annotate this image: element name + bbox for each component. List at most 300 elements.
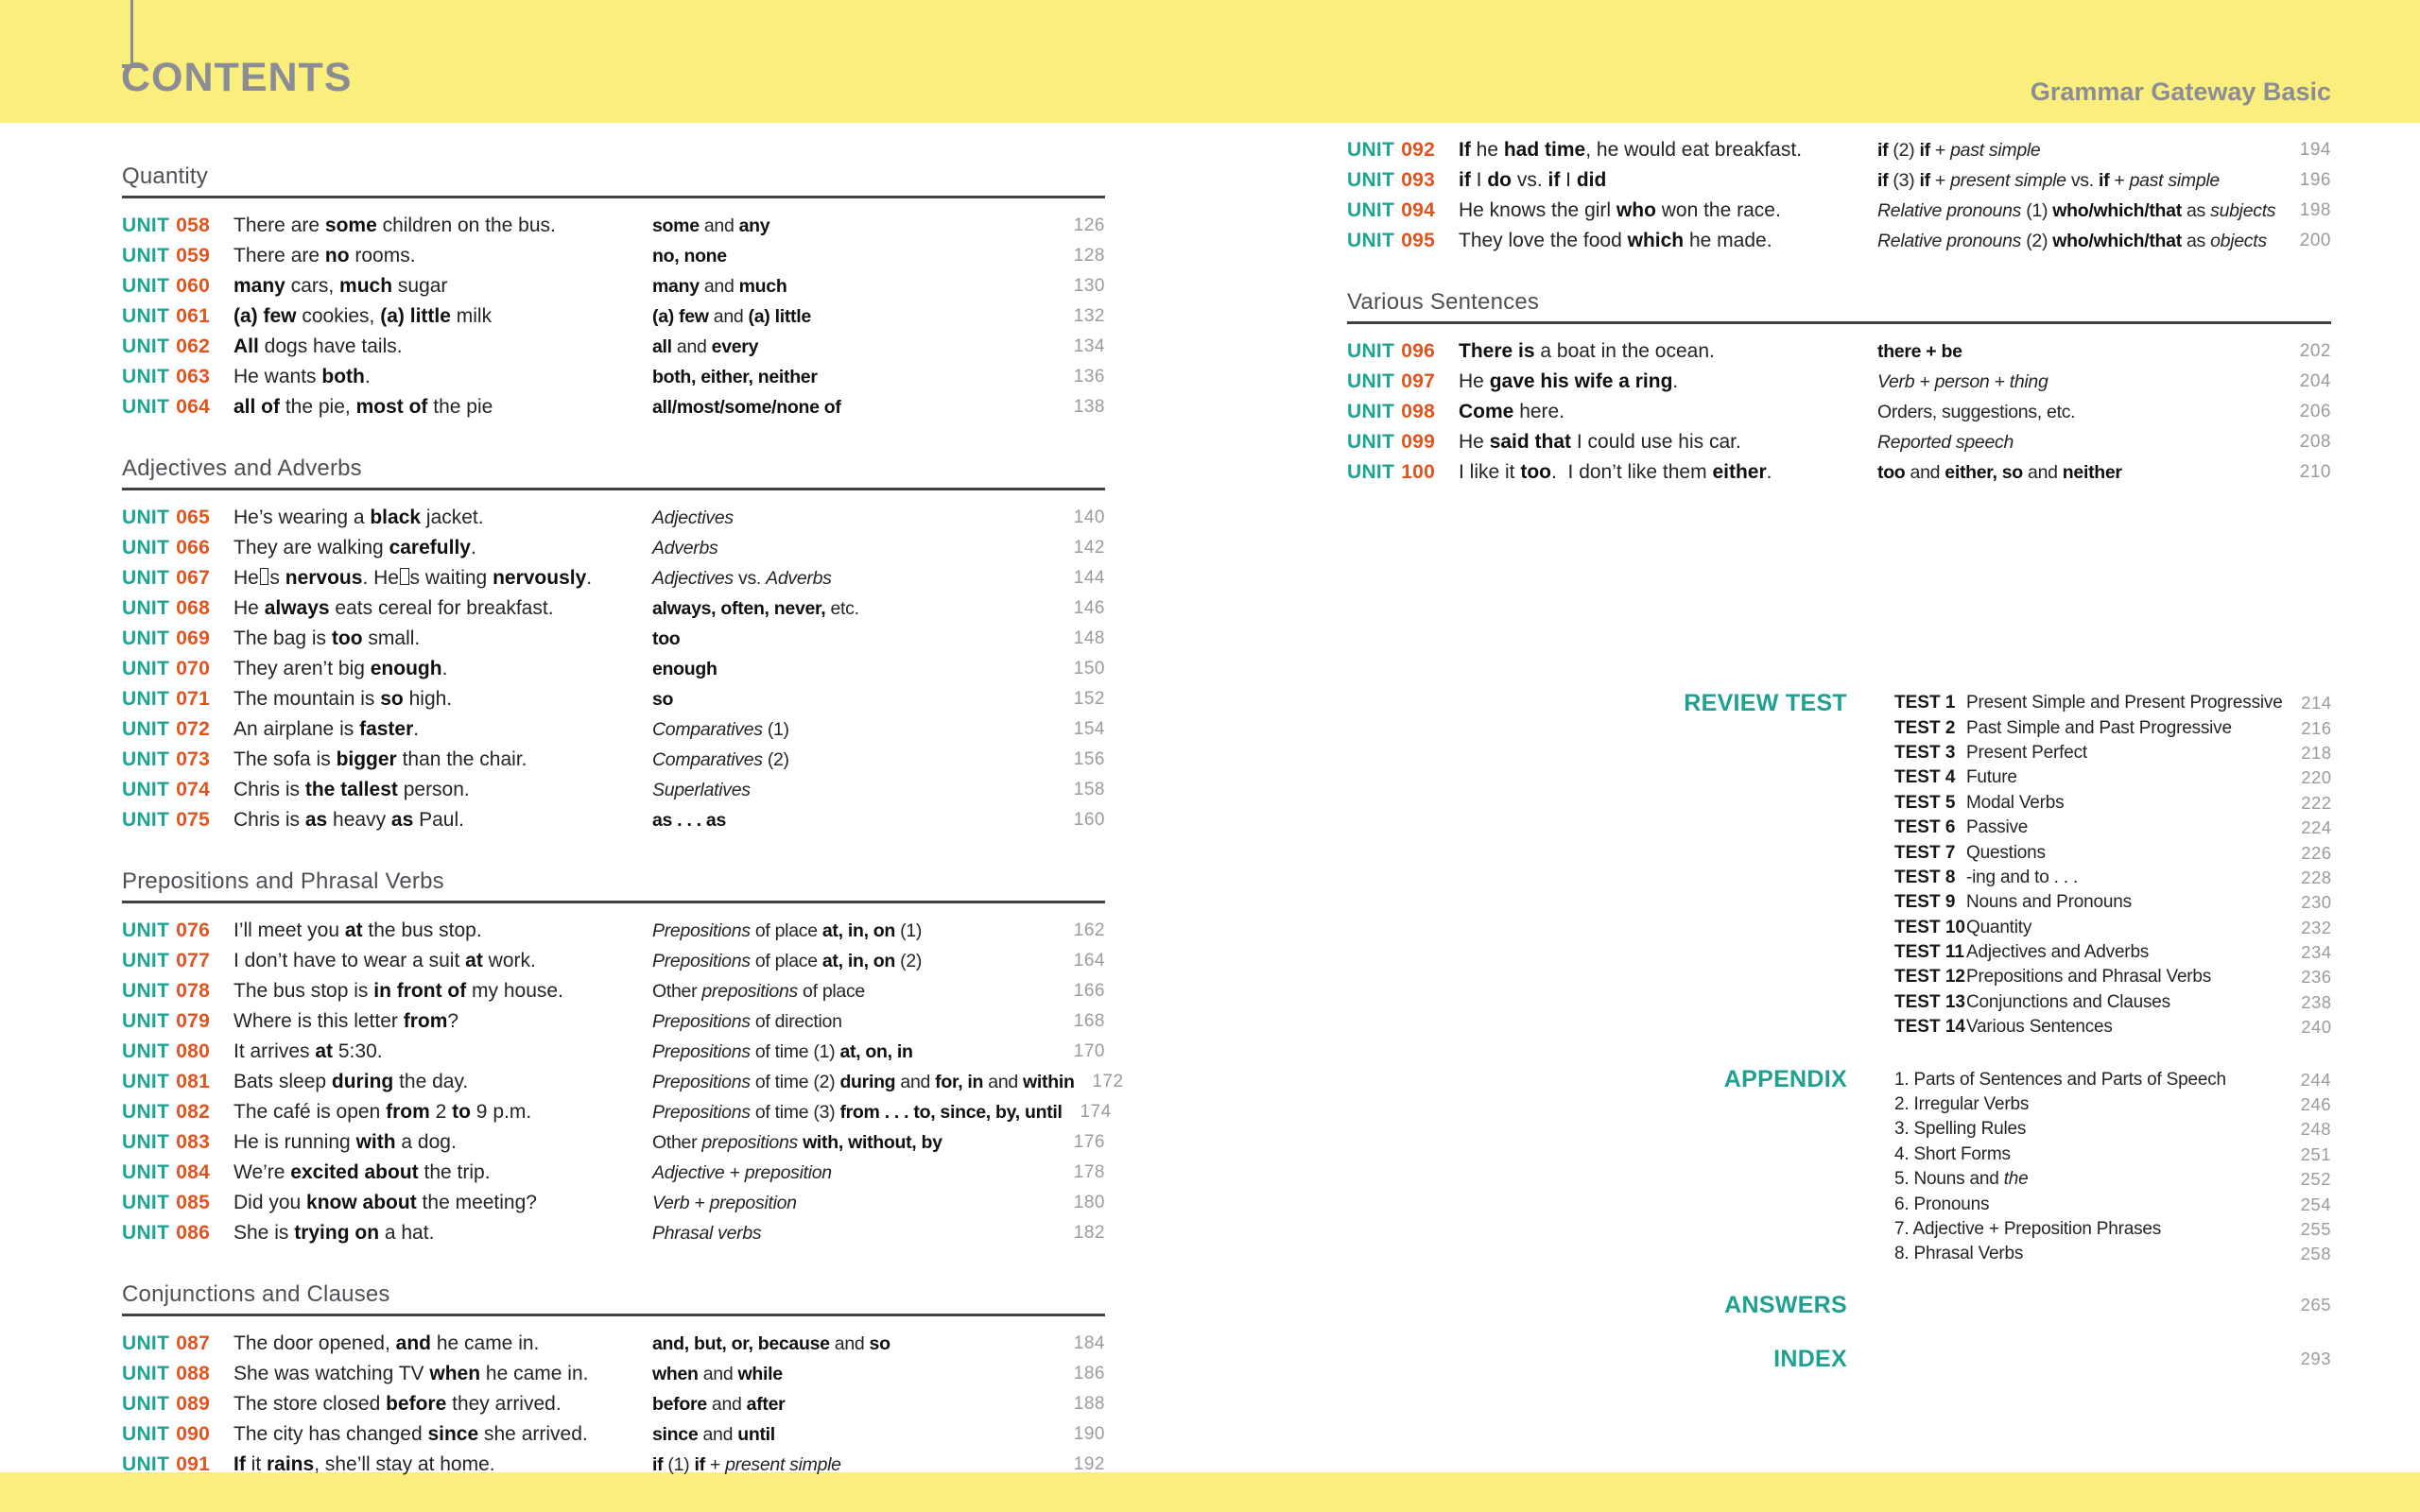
unit-page-number: 164 <box>1073 951 1105 971</box>
appendix-list <box>1894 1067 2331 1266</box>
unit-number: 092 <box>1401 139 1436 161</box>
test-page-number: 214 <box>2301 693 2332 713</box>
unit-word: UNIT <box>122 980 170 1002</box>
unit-label <box>122 627 233 650</box>
unit-word: UNIT <box>122 366 170 387</box>
unit-grammar-topic: if (2) if + past simple <box>1877 139 2041 161</box>
unit-row <box>122 362 1105 392</box>
unit-row <box>1347 226 2331 256</box>
unit-example-sentence: They love the food which he made. <box>1459 230 1772 251</box>
unit-row <box>122 1188 1105 1218</box>
toc-right-column <box>1347 123 2331 1371</box>
unit-row <box>1347 397 2331 427</box>
unit-row <box>122 1158 1105 1188</box>
unit-number: 071 <box>176 688 211 710</box>
unit-page-number: 132 <box>1073 306 1105 326</box>
unit-grammar-topic: enough <box>652 658 717 679</box>
section-rows <box>1347 336 2331 488</box>
unit-row <box>122 946 1105 976</box>
appendix-item-page: 244 <box>2300 1069 2331 1090</box>
unit-row <box>122 1359 1105 1389</box>
unit-example-sentence: The bag is too small. <box>233 627 421 649</box>
test-row <box>1894 765 2332 790</box>
test-page-number: 216 <box>2301 717 2332 738</box>
unit-row <box>1347 196 2331 226</box>
toc-section <box>122 1280 1105 1480</box>
unit-label <box>122 809 233 832</box>
test-label: TEST 1 <box>1894 693 1956 713</box>
unit-label <box>122 1101 233 1124</box>
toc-section <box>122 163 1105 422</box>
test-row <box>1894 1015 2332 1040</box>
unit-label <box>122 779 233 801</box>
test-label: TEST 12 <box>1894 967 1965 988</box>
unit-page-number: 184 <box>1073 1333 1105 1353</box>
unit-grammar-topic: Prepositions of place at, in, on (1) <box>652 919 923 941</box>
unit-word: UNIT <box>122 275 170 297</box>
appendix-item-text: 1. Parts of Sentences and Parts of Speech <box>1894 1069 2226 1090</box>
test-label: TEST 6 <box>1894 817 1956 838</box>
appendix-heading: APPENDIX <box>1723 1066 1847 1093</box>
unit-row <box>122 392 1105 422</box>
unit-label <box>122 718 233 741</box>
unit-word: UNIT <box>122 627 170 649</box>
test-topic: Past Simple and Past Progressive <box>1966 717 2232 738</box>
appendix-item <box>1894 1092 2331 1117</box>
unit-page-number: 152 <box>1073 689 1105 709</box>
unit-word: UNIT <box>122 597 170 619</box>
unit-example-sentence: He said that I could use his car. <box>1459 431 1741 453</box>
unit-page-number: 150 <box>1073 659 1105 679</box>
test-page-number: 220 <box>2301 767 2332 788</box>
unit-row <box>122 593 1105 624</box>
unit-grammar-topic: all and every <box>652 335 759 357</box>
unit-row <box>122 654 1105 684</box>
unit-row <box>122 1127 1105 1158</box>
test-page-number: 240 <box>2301 1017 2332 1038</box>
unit-word: UNIT <box>1347 139 1395 161</box>
unit-label <box>122 950 233 972</box>
unit-example-sentence: He s nervous. He s waiting nervously. <box>233 567 593 589</box>
unit-example-sentence: Chris is the tallest person. <box>233 779 470 800</box>
section-rows <box>122 1329 1105 1480</box>
unit-number: 059 <box>176 245 211 266</box>
appendix-item-page: 255 <box>2300 1219 2331 1239</box>
section-title: Quantity <box>122 163 208 189</box>
section-title: Conjunctions and Clauses <box>122 1281 390 1307</box>
unit-grammar-topic: Other prepositions with, without, by <box>652 1131 942 1153</box>
unit-row <box>122 1097 1112 1127</box>
unit-row <box>122 332 1105 362</box>
unit-number: 074 <box>176 779 211 800</box>
unit-word: UNIT <box>122 215 170 236</box>
appendix-item-page: 248 <box>2300 1119 2331 1140</box>
unit-grammar-topic: Prepositions of place at, in, on (2) <box>652 950 923 971</box>
unit-row <box>122 684 1105 714</box>
appendix-item-page: 258 <box>2300 1244 2331 1264</box>
unit-number: 065 <box>176 507 211 528</box>
test-topic: Present Simple and Present Progressive <box>1966 693 2283 713</box>
unit-number: 081 <box>176 1071 211 1092</box>
section-rows <box>122 211 1105 422</box>
unit-number: 079 <box>176 1010 211 1032</box>
unit-page-number: 188 <box>1073 1394 1105 1414</box>
unit-row <box>122 624 1105 654</box>
unit-number: 070 <box>176 658 211 679</box>
unit-word: UNIT <box>122 779 170 800</box>
unit-number: 073 <box>176 748 211 770</box>
unit-example-sentence: I’ll meet you at the bus stop. <box>233 919 482 941</box>
unit-grammar-topic: Comparatives (2) <box>652 748 789 770</box>
unit-label <box>122 245 233 267</box>
unit-row <box>1347 367 2331 397</box>
unit-page-number: 200 <box>2299 231 2331 250</box>
unit-number: 067 <box>176 567 211 589</box>
answers-page-number: 265 <box>2300 1294 2331 1314</box>
unit-row <box>1347 427 2331 457</box>
unit-word: UNIT <box>122 567 170 589</box>
unit-number: 076 <box>176 919 211 941</box>
test-page-number: 236 <box>2301 967 2332 988</box>
unit-example-sentence: An airplane is faster. <box>233 718 420 740</box>
unit-word: UNIT <box>122 1131 170 1153</box>
unit-page-number: 136 <box>1073 367 1105 387</box>
unit-number: 064 <box>176 396 211 418</box>
answers-row <box>1894 1293 2331 1317</box>
unit-grammar-topic: Prepositions of time (2) during and for, in and within <box>652 1071 1075 1092</box>
unit-label <box>122 597 233 620</box>
test-label: TEST 5 <box>1894 792 1956 813</box>
test-topic: -ing and to . . . <box>1966 867 2079 887</box>
test-label: TEST 8 <box>1894 867 1956 887</box>
unit-word: UNIT <box>122 1192 170 1213</box>
unit-number: 084 <box>176 1161 211 1183</box>
unit-example-sentence: He knows the girl who won the race. <box>1459 199 1781 221</box>
unit-word: UNIT <box>122 396 170 418</box>
toc-section <box>1347 288 2331 488</box>
unit-label <box>122 1071 233 1093</box>
unit-grammar-topic: Verb + preposition <box>652 1192 797 1213</box>
unit-example-sentence: I like it too. I don’t like them either. <box>1459 461 1772 483</box>
unit-number: 095 <box>1401 230 1436 251</box>
unit-word: UNIT <box>122 1393 170 1415</box>
unit-page-number: 148 <box>1073 628 1105 648</box>
review-test-block <box>1347 691 2331 1040</box>
appendix-item <box>1894 1117 2331 1142</box>
unit-page-number: 138 <box>1073 397 1105 417</box>
unit-word: UNIT <box>122 507 170 528</box>
unit-word: UNIT <box>122 919 170 941</box>
unit-number: 093 <box>1401 169 1436 191</box>
section-rule <box>122 901 1105 903</box>
test-page-number: 234 <box>2301 942 2332 963</box>
unit-label <box>122 215 233 237</box>
unit-row <box>1347 336 2331 367</box>
unit-word: UNIT <box>1347 461 1395 483</box>
unit-page-number: 172 <box>1092 1072 1124 1091</box>
unit-label <box>122 748 233 771</box>
appendix-item-text: 3. Spelling Rules <box>1894 1119 2027 1140</box>
test-label: TEST 3 <box>1894 742 1956 763</box>
unit-label <box>1347 401 1459 423</box>
unit-label <box>122 1131 233 1154</box>
unit-row <box>122 1450 1105 1480</box>
unit-label <box>122 567 233 590</box>
unit-number: 094 <box>1401 199 1436 221</box>
test-row <box>1894 840 2332 865</box>
test-row <box>1894 816 2332 840</box>
unit-page-number: 202 <box>2299 341 2331 361</box>
unit-word: UNIT <box>1347 370 1395 392</box>
unit-page-number: 142 <box>1073 538 1105 558</box>
unit-page-number: 154 <box>1073 719 1105 739</box>
unit-label <box>122 335 233 358</box>
test-topic: Present Perfect <box>1966 742 2087 763</box>
unit-grammar-topic: Prepositions of time (1) at, on, in <box>652 1040 913 1062</box>
unit-example-sentence: I don’t have to wear a suit at work. <box>233 950 536 971</box>
unit-row <box>1347 135 2331 165</box>
unit-row <box>122 1419 1105 1450</box>
unit-word: UNIT <box>1347 169 1395 191</box>
unit-word: UNIT <box>122 1040 170 1062</box>
unit-grammar-topic: if (1) if + present simple <box>652 1453 841 1475</box>
unit-row <box>122 211 1105 241</box>
unit-example-sentence: She is trying on a hat. <box>233 1222 435 1244</box>
unit-word: UNIT <box>122 335 170 357</box>
unit-word: UNIT <box>122 950 170 971</box>
unit-number: 066 <box>176 537 211 558</box>
unit-word: UNIT <box>1347 401 1395 422</box>
unit-grammar-topic: so <box>652 688 674 710</box>
appendix-item-page: 254 <box>2300 1194 2331 1214</box>
unit-grammar-topic: when and while <box>652 1363 783 1384</box>
unit-example-sentence: There is a boat in the ocean. <box>1459 340 1715 362</box>
unit-row <box>122 241 1105 271</box>
unit-page-number: 160 <box>1073 810 1105 830</box>
test-label: TEST 7 <box>1894 842 1956 863</box>
unit-label <box>122 507 233 529</box>
unit-example-sentence: The city has changed since she arrived. <box>233 1423 588 1445</box>
unit-example-sentence: The store closed before they arrived. <box>233 1393 562 1415</box>
unit-page-number: 170 <box>1073 1041 1105 1061</box>
unit-example-sentence: He gave his wife a ring. <box>1459 370 1679 392</box>
unit-word: UNIT <box>122 305 170 327</box>
unit-page-number: 140 <box>1073 507 1105 527</box>
unit-label <box>122 305 233 328</box>
unit-row <box>122 1006 1105 1037</box>
unit-page-number: 126 <box>1073 215 1105 235</box>
unit-label <box>122 658 233 680</box>
unit-label <box>122 1192 233 1214</box>
unit-number: 086 <box>176 1222 211 1244</box>
page-title: CONTENTS <box>121 55 353 100</box>
unit-page-number: 186 <box>1073 1364 1105 1383</box>
test-row <box>1894 866 2332 890</box>
toc-section <box>122 868 1124 1248</box>
unit-label <box>122 980 233 1003</box>
unit-page-number: 194 <box>2299 140 2331 160</box>
unit-page-number: 210 <box>2299 462 2331 482</box>
section-title: Prepositions and Phrasal Verbs <box>122 868 444 894</box>
unit-row <box>122 1389 1105 1419</box>
unit-label <box>1347 199 1459 222</box>
unit-example-sentence: The mountain is so high. <box>233 688 453 710</box>
unit-number: 058 <box>176 215 211 236</box>
test-label: TEST 4 <box>1894 767 1956 788</box>
unit-example-sentence: He is running with a dog. <box>233 1131 457 1153</box>
unit-word: UNIT <box>1347 199 1395 221</box>
unit-number: 091 <box>176 1453 211 1475</box>
unit-row <box>122 916 1105 946</box>
unit-page-number: 162 <box>1073 920 1105 940</box>
answers-heading: ANSWERS <box>1724 1291 1847 1318</box>
unit-word: UNIT <box>122 1010 170 1032</box>
test-topic: Questions <box>1966 842 2046 863</box>
unit-label <box>122 366 233 388</box>
test-topic: Future <box>1966 767 2017 788</box>
test-label: TEST 14 <box>1894 1017 1965 1038</box>
section-title: Adjectives and Adverbs <box>122 455 362 481</box>
test-topic: Quantity <box>1966 917 2032 937</box>
unit-example-sentence: The café is open from 2 to 9 p.m. <box>233 1101 532 1123</box>
section-rule <box>122 1314 1105 1316</box>
unit-page-number: 156 <box>1073 749 1105 769</box>
unit-word: UNIT <box>122 537 170 558</box>
test-label: TEST 11 <box>1894 942 1964 963</box>
test-topic: Adjectives and Adverbs <box>1966 942 2150 963</box>
test-page-number: 224 <box>2301 817 2332 838</box>
unit-page-number: 146 <box>1073 598 1105 618</box>
unit-word: UNIT <box>122 1222 170 1244</box>
unit-example-sentence: The sofa is bigger than the chair. <box>233 748 527 770</box>
unit-row <box>122 271 1105 301</box>
unit-label <box>122 537 233 559</box>
unit-word: UNIT <box>1347 230 1395 251</box>
unit-row <box>122 714 1105 745</box>
unit-number: 099 <box>1401 431 1436 453</box>
unit-grammar-topic: Adjectives <box>652 507 734 528</box>
test-topic: Nouns and Pronouns <box>1966 892 2132 913</box>
review-test-heading: REVIEW TEST <box>1684 690 1847 716</box>
unit-row <box>122 1218 1105 1248</box>
unit-row <box>122 563 1105 593</box>
unit-number: 083 <box>176 1131 211 1153</box>
unit-label <box>122 919 233 942</box>
unit-word: UNIT <box>122 688 170 710</box>
unit-page-number: 182 <box>1073 1223 1105 1243</box>
unit-label <box>1347 139 1459 162</box>
unit-grammar-topic: Prepositions of time (3) from . . . to, since, by, until <box>652 1101 1063 1123</box>
unit-grammar-topic: Superlatives <box>652 779 751 800</box>
unit-page-number: 176 <box>1073 1132 1105 1152</box>
test-topic: Conjunctions and Clauses <box>1966 991 2170 1012</box>
unit-number: 090 <box>176 1423 211 1445</box>
appendix-item-text: 5. Nouns and the <box>1894 1169 2029 1190</box>
unit-example-sentence: Where is this letter from? <box>233 1010 459 1032</box>
unit-example-sentence: It arrives at 5:30. <box>233 1040 383 1062</box>
unit-number: 060 <box>176 275 211 297</box>
test-page-number: 222 <box>2301 792 2332 813</box>
test-topic: Passive <box>1966 817 2029 838</box>
unit-page-number: 198 <box>2299 200 2331 220</box>
index-heading: INDEX <box>1773 1346 1847 1372</box>
unit-word: UNIT <box>122 1332 170 1354</box>
answers-block <box>1347 1293 2331 1317</box>
unit-label <box>122 1423 233 1446</box>
unit-number: 078 <box>176 980 211 1002</box>
unit-word: UNIT <box>122 1363 170 1384</box>
unit-grammar-topic: many and much <box>652 275 787 297</box>
unit-word: UNIT <box>1347 431 1395 453</box>
unit-page-number: 192 <box>1073 1454 1105 1474</box>
test-label: TEST 10 <box>1894 917 1965 937</box>
unit-page-number: 180 <box>1073 1193 1105 1212</box>
unit-row <box>122 1067 1124 1097</box>
unit-example-sentence: The bus stop is in front of my house. <box>233 980 563 1002</box>
book-title: Grammar Gateway Basic <box>2030 77 2331 106</box>
unit-grammar-topic: too and either, so and neither <box>1877 461 2122 483</box>
test-row <box>1894 916 2332 940</box>
unit-number: 075 <box>176 809 211 831</box>
unit-page-number: 178 <box>1073 1162 1105 1182</box>
unit-label <box>1347 431 1459 454</box>
unit-row <box>122 533 1105 563</box>
unit-word: UNIT <box>122 1423 170 1445</box>
unit-page-number: 134 <box>1073 336 1105 356</box>
unit-label <box>122 396 233 419</box>
unit-example-sentence: The door opened, and he came in. <box>233 1332 540 1354</box>
unit-label <box>122 1453 233 1476</box>
unit-example-sentence: Chris is as heavy as Paul. <box>233 809 464 831</box>
unit-number: 085 <box>176 1192 211 1213</box>
unit-page-number: 196 <box>2299 170 2331 190</box>
unit-label <box>122 1363 233 1385</box>
index-block <box>1347 1347 2331 1371</box>
section-rule <box>122 196 1105 198</box>
unit-grammar-topic: always, often, never, etc. <box>652 597 859 619</box>
unit-number: 080 <box>176 1040 211 1062</box>
unit-page-number: 158 <box>1073 780 1105 799</box>
unit-label <box>1347 230 1459 252</box>
test-row <box>1894 990 2332 1015</box>
unit-example-sentence: She was watching TV when he came in. <box>233 1363 589 1384</box>
unit-row <box>122 503 1105 533</box>
unit-number: 077 <box>176 950 211 971</box>
unit-page-number: 166 <box>1073 981 1105 1001</box>
appendix-item-page: 252 <box>2300 1169 2331 1190</box>
unit-row <box>122 775 1105 805</box>
unit-page-number: 174 <box>1080 1102 1112 1122</box>
unit-label <box>122 1040 233 1063</box>
unit-example-sentence: All dogs have tails. <box>233 335 403 357</box>
unit-example-sentence: He’s wearing a black jacket. <box>233 507 484 528</box>
unit-number: 096 <box>1401 340 1436 362</box>
appendix-item <box>1894 1192 2331 1216</box>
unit-grammar-topic: Comparatives (1) <box>652 718 789 740</box>
unit-grammar-topic: there + be <box>1877 340 1962 362</box>
unit-number: 062 <box>176 335 211 357</box>
appendix-item-text: 8. Phrasal Verbs <box>1894 1244 2024 1264</box>
unit-grammar-topic: Relative pronouns (1) who/which/that as subjects <box>1877 199 2276 221</box>
unit-grammar-topic: Verb + person + thing <box>1877 370 2048 392</box>
unit-example-sentence: (a) few cookies, (a) little milk <box>233 305 493 327</box>
unit-word: UNIT <box>1347 340 1395 362</box>
unit-page-number: 168 <box>1073 1011 1105 1031</box>
unit-row <box>122 301 1105 332</box>
unit-number: 089 <box>176 1393 211 1415</box>
test-row <box>1894 691 2332 715</box>
appendix-item <box>1894 1217 2331 1242</box>
